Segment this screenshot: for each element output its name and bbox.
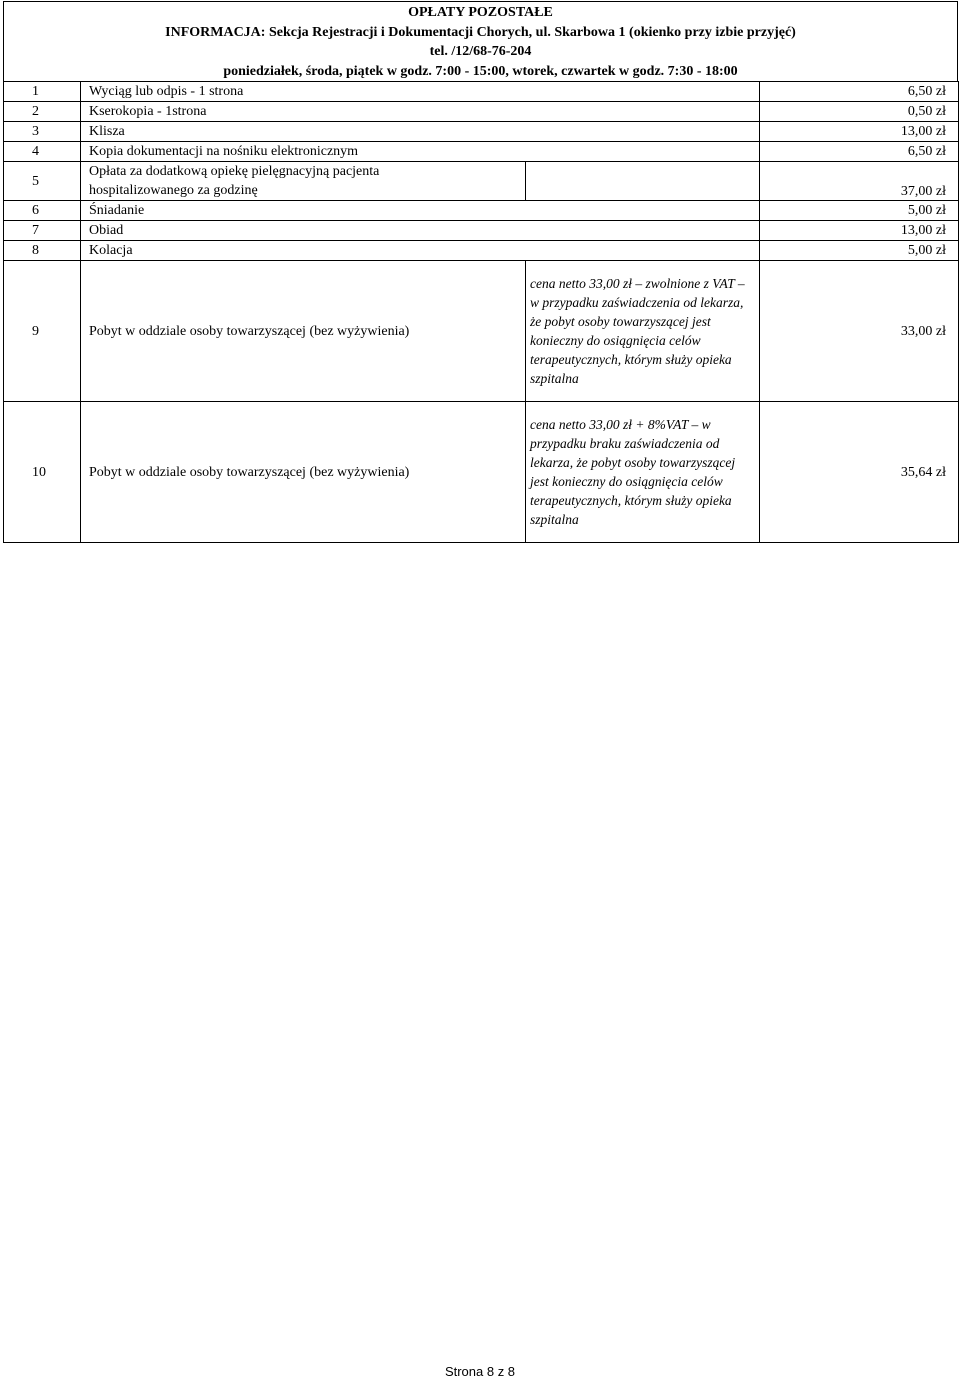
- row-description: Klisza: [81, 122, 760, 142]
- row-number: 10: [4, 402, 81, 543]
- row-price: 13,00 zł: [760, 221, 959, 241]
- row-description: Kserokopia - 1strona: [81, 102, 760, 122]
- row-price: 6,50 zł: [760, 82, 959, 102]
- fee-table: [3, 81, 959, 543]
- row-price: 37,00 zł: [760, 162, 959, 201]
- row-description-line: Opłata za dodatkową opiekę pielęgnacyjną pacjenta: [89, 164, 380, 179]
- header-title: OPŁATY POZOSTAŁE: [408, 5, 553, 20]
- header-info: INFORMACJA: Sekcja Rejestracji i Dokumentacji Chorych, ul. Skarbowa 1 (okienko przy izbie przyjęć): [165, 24, 796, 40]
- row-description: Kopia dokumentacji na nośniku elektronicznym: [81, 142, 760, 162]
- row-price: 5,00 zł: [760, 201, 959, 221]
- table-row: [4, 122, 959, 142]
- fee-document: [3, 1, 958, 543]
- row-number: 8: [4, 241, 81, 261]
- row-price: 13,00 zł: [760, 122, 959, 142]
- table-row: [4, 221, 959, 241]
- header-hours: poniedziałek, środa, piątek w godz. 7:00 - 15:00, wtorek, czwartek w godz. 7:30 - 18:00: [223, 63, 738, 79]
- row-description: Pobyt w oddziale osoby towarzyszącej (bez wyżywienia): [81, 261, 526, 402]
- table-row: [4, 82, 959, 102]
- row-description: Wyciąg lub odpis - 1 strona: [81, 82, 760, 102]
- row-description: Kolacja: [81, 241, 760, 261]
- row-note: cena netto 33,00 zł – zwolnione z VAT – w przypadku zaświadczenia od lekarza, że pobyt osoby towarzyszącej jest konieczny do osiągnięcia celów terapeutycznych, którym służy opieka szpitalna: [526, 261, 760, 402]
- row-number: 2: [4, 102, 81, 122]
- row-price: 0,50 zł: [760, 102, 959, 122]
- row-number: 1: [4, 82, 81, 102]
- row-price: 35,64 zł: [760, 402, 959, 543]
- row-description: [81, 162, 526, 201]
- row-price: 5,00 zł: [760, 241, 959, 261]
- page-number: Strona 8 z 8: [444, 1364, 516, 1379]
- row-description: Obiad: [81, 221, 760, 241]
- row-number: 6: [4, 201, 81, 221]
- table-row: [4, 261, 959, 402]
- row-number: 5: [4, 162, 81, 201]
- row-number: 7: [4, 221, 81, 241]
- row-description: Śniadanie: [81, 201, 760, 221]
- table-row: [4, 142, 959, 162]
- row-price: 33,00 zł: [760, 261, 959, 402]
- row-number: 9: [4, 261, 81, 402]
- table-row: [4, 201, 959, 221]
- row-note: [526, 162, 760, 201]
- row-description: Pobyt w oddziale osoby towarzyszącej (bez wyżywienia): [81, 402, 526, 543]
- row-description-line: hospitalizowanego za godzinę: [89, 183, 258, 198]
- row-number: 3: [4, 122, 81, 142]
- row-note: cena netto 33,00 zł + 8%VAT – w przypadku braku zaświadczenia od lekarza, że pobyt osoby towarzyszącej jest konieczny do osiągnięcia celów terapeutycznych, którym służy opieka szpitalna: [526, 402, 760, 543]
- table-row: [4, 402, 959, 543]
- document-header: [3, 1, 958, 81]
- table-row: [4, 241, 959, 261]
- table-row: [4, 162, 959, 201]
- table-row: [4, 102, 959, 122]
- header-phone: tel. /12/68-76-204: [429, 44, 532, 59]
- row-price: 6,50 zł: [760, 142, 959, 162]
- row-number: 4: [4, 142, 81, 162]
